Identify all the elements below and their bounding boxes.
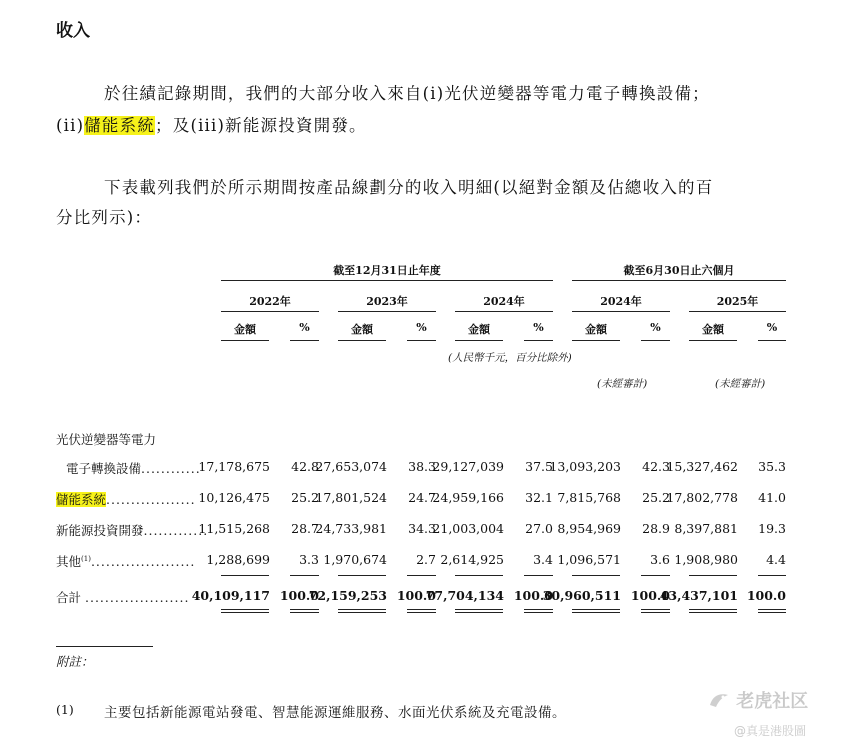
cell-value: 1,096,571 [557, 552, 621, 567]
pct-header: % [650, 321, 661, 334]
cell-value: 1,970,674 [323, 552, 387, 567]
row-label-total: 合計 ..................... [56, 590, 190, 605]
subtotal-rule [572, 575, 620, 576]
total-value: 100.0 [746, 588, 786, 603]
paragraph-2-line-1: 下表載列我們於所示期間按產品線劃分的收入明細(以絕對金額及佔總收入的百 [104, 178, 714, 197]
cell-value: 41.0 [758, 490, 786, 505]
row-label-other: 其他$^{(1)}$..................... [56, 554, 196, 569]
paragraph-2-line-2: 分比列示)： [56, 208, 153, 227]
col-rule [758, 340, 786, 341]
cell-value: 13,093,203 [549, 459, 621, 474]
pct-header: % [533, 321, 544, 334]
year-header-2022: 2022年 [249, 295, 291, 308]
col-rule [524, 340, 553, 341]
cell-value: 7,815,768 [557, 490, 621, 505]
total-double-rule [758, 609, 786, 613]
cell-value: 17,802,778 [666, 490, 738, 505]
subtotal-rule [407, 575, 436, 576]
total-double-rule [407, 609, 436, 613]
col-rule [290, 340, 319, 341]
cell-value: 24.7 [408, 490, 436, 505]
total-value: 100.0 [630, 588, 670, 603]
footnote-separator [56, 646, 153, 647]
total-value: 30,960,511 [542, 588, 621, 603]
amount-header: 金額 [702, 323, 724, 336]
cell-value: 2,614,925 [440, 552, 504, 567]
highlighted-term: 儲能系統 [84, 116, 156, 135]
col-rule [221, 340, 269, 341]
cell-value: 1,908,980 [674, 552, 738, 567]
subtotal-rule [455, 575, 503, 576]
cell-value: 28.7 [291, 521, 319, 536]
group-rule-interim [572, 280, 786, 281]
amount-header: 金額 [351, 323, 373, 336]
cell-value: 2.7 [416, 552, 436, 567]
subtotal-rule [524, 575, 553, 576]
total-value: 100.0 [396, 588, 436, 603]
cell-value: 3.4 [533, 552, 553, 567]
subtotal-rule [689, 575, 737, 576]
total-double-rule [689, 609, 737, 613]
subtotal-rule [338, 575, 386, 576]
cell-value: 42.8 [291, 459, 319, 474]
total-value: 100.0 [279, 588, 319, 603]
col-rule [455, 340, 503, 341]
col-rule [689, 340, 737, 341]
col-rule [641, 340, 670, 341]
year-rule [455, 311, 553, 312]
cell-value: 27,653,074 [315, 459, 387, 474]
subtotal-rule [758, 575, 786, 576]
row-label-pv-line-1: 光伏逆變器等電力 [56, 432, 157, 447]
footnote-text: 主要包括新能源電站發電、智慧能源運維服務、水面光伏系統及充電設備。 [104, 705, 566, 721]
cell-value: 17,801,524 [315, 490, 387, 505]
row-label-investment: 新能源投資開發............. [56, 523, 209, 538]
cell-value: 25.2 [642, 490, 670, 505]
row-label-pv-line-2: 電子轉換設備............ [66, 461, 201, 476]
total-double-rule [641, 609, 670, 613]
cell-value: 4.4 [766, 552, 786, 567]
cell-value: 34.3 [408, 521, 436, 536]
group-header-annual: 截至12月31日止年度 [333, 264, 441, 277]
cell-value: 32.1 [525, 490, 553, 505]
cell-value: 27.0 [525, 521, 553, 536]
unit-note: (人民幣千元，百分比除外) [448, 352, 572, 364]
cell-value: 3.6 [650, 552, 670, 567]
amount-header: 金額 [468, 323, 490, 336]
group-header-interim: 截至6月30日止六個月 [623, 264, 735, 277]
total-double-rule [221, 609, 269, 613]
subtotal-rule [290, 575, 319, 576]
total-value: 43,437,101 [659, 588, 738, 603]
cell-value: 8,954,969 [557, 521, 621, 536]
cell-value: 24,733,981 [315, 521, 387, 536]
pct-header: % [766, 321, 778, 334]
total-value: 100.0 [513, 588, 553, 603]
cell-value: 19.3 [758, 521, 786, 536]
total-value: 72,159,253 [308, 588, 387, 603]
year-header-2025-h1: 2025年 [716, 295, 759, 308]
amount-header: 金額 [234, 323, 256, 336]
watermark-user: @真是港股圖 [734, 724, 807, 738]
total-double-rule [338, 609, 386, 613]
paragraph-1-prefix: (ii) [56, 116, 85, 135]
cell-value: 29,127,039 [432, 459, 504, 474]
unaudited-note-2024: (未經審計) [597, 378, 648, 390]
year-rule [572, 311, 670, 312]
cell-value: 10,126,475 [198, 490, 270, 505]
total-value: 77,704,134 [425, 588, 504, 603]
subtotal-rule [641, 575, 670, 576]
paragraph-1-line-1: 於往績記錄期間，我們的大部分收入來自(i)光伏逆變器等電力電子轉換設備； [104, 84, 710, 103]
amount-header: 金額 [585, 323, 607, 336]
cell-value: 8,397,881 [674, 521, 738, 536]
paragraph-1-suffix: ；及(iii)新能源投資開發。 [155, 116, 367, 135]
cell-value: 17,178,675 [198, 459, 270, 474]
cell-value: 28.9 [642, 521, 670, 536]
cell-value: 25.2 [291, 490, 319, 505]
section-heading: 收入 [56, 21, 90, 41]
cell-value: 38.3 [408, 459, 436, 474]
subtotal-rule [221, 575, 269, 576]
cell-value: 3.3 [299, 552, 319, 567]
pct-header: % [416, 321, 427, 334]
pct-header: % [299, 321, 310, 334]
col-rule [338, 340, 386, 341]
total-double-rule [455, 609, 503, 613]
total-double-rule [572, 609, 620, 613]
unaudited-note-2025: (未經審計) [715, 378, 766, 390]
cell-value: 37.5 [525, 459, 553, 474]
year-rule [338, 311, 436, 312]
year-rule [221, 311, 319, 312]
year-header-2024-h1: 2024年 [600, 295, 642, 308]
year-header-2024: 2024年 [483, 295, 525, 308]
total-value: 40,109,117 [191, 588, 270, 603]
cell-value: 21,003,004 [432, 521, 504, 536]
footnote-title: 附註： [56, 654, 94, 669]
cell-value: 15,327,462 [666, 459, 738, 474]
cell-value: 35.3 [758, 459, 786, 474]
group-rule-annual [221, 280, 553, 281]
total-double-rule [524, 609, 553, 613]
tiger-logo-icon [708, 691, 730, 709]
row-label-storage: 儲能系統.................. [56, 492, 196, 507]
cell-value: 24,959,166 [432, 490, 504, 505]
paragraph-1-line-2 [56, 112, 367, 136]
col-rule [572, 340, 620, 341]
cell-value: 11,515,268 [198, 521, 270, 536]
year-rule [689, 311, 786, 312]
col-rule [407, 340, 436, 341]
watermark-brand: 老虎社区 [708, 687, 808, 713]
total-double-rule [290, 609, 319, 613]
cell-value: 42.3 [642, 459, 670, 474]
cell-value: 1,288,699 [206, 552, 270, 567]
footnote-number: (1) [56, 702, 74, 717]
year-header-2023: 2023年 [366, 295, 408, 308]
